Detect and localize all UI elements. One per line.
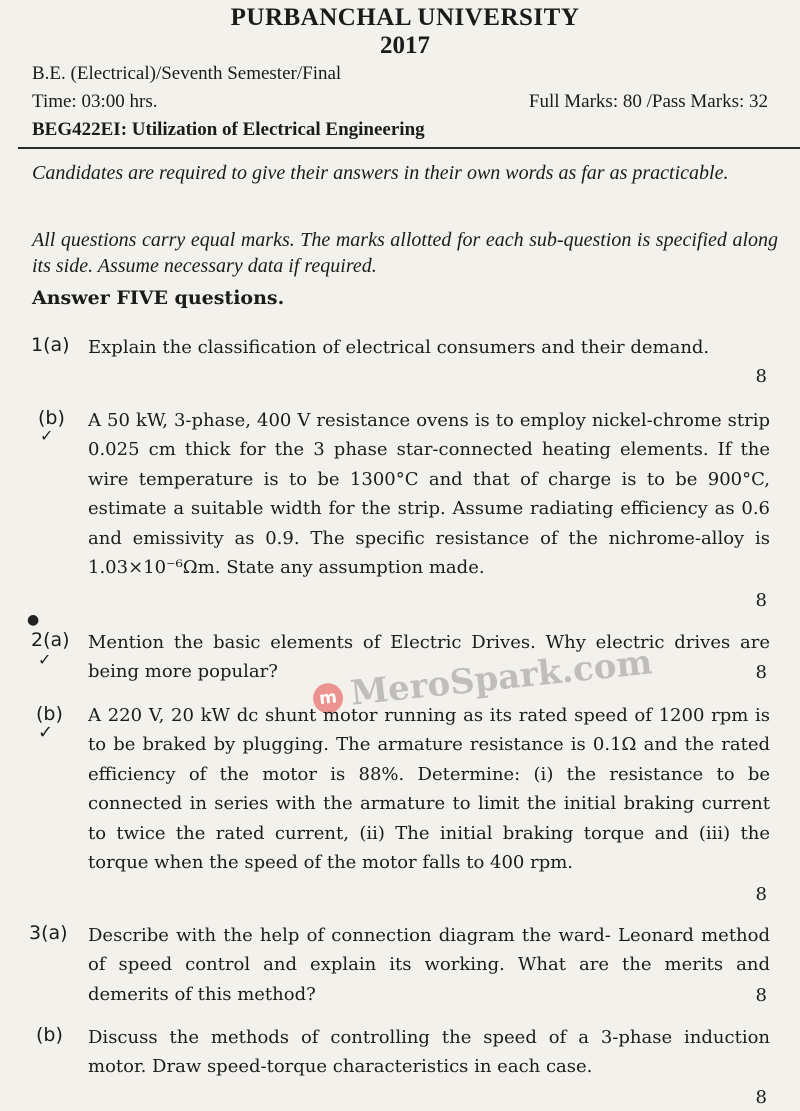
- header-divider: [18, 147, 800, 149]
- merospark-logo-icon: m: [312, 682, 345, 715]
- question-3a-text: Describe with the help of connection diagram the ward- Leonard method of speed control and explain its working. What are the merits and demerits of this method?: [88, 925, 770, 1005]
- check-mark-icon: ✓: [40, 426, 54, 445]
- question-1a-text: Explain the classification of electrical consumers and their demand.: [88, 337, 710, 358]
- question-2b-label: (b): [36, 703, 63, 725]
- question-1b-text: A 50 kW, 3-phase, 400 V resistance ovens is to employ nickel-chrome strip 0.025 cm thick for the 3 phase star-connected heating elements. If the wire temperature is to be 1300°C and that of charge is to be 900°C, estimate a suitable width for the strip. Assume radiating efficiency as 0.6 and emissivity as 0.9. The specific resistance of the nichrome-alloy is 1.03×10⁻⁶Ωm. State any assumption made.: [88, 410, 770, 579]
- question-1b-label: (b): [38, 407, 65, 429]
- time-line: Time: 03:00 hrs.: [32, 91, 158, 112]
- course-title: BEG422EI: Utilization of Electrical Engineering: [32, 119, 425, 140]
- question-3b-marks: 8: [755, 1087, 767, 1108]
- question-2b-text: A 220 V, 20 kW dc shunt motor running as its rated speed of 1200 rpm is to be braked by plugging. The armature resistance is 0.1Ω and the rated efficiency of the motor is 88%. Determine: (i) the resistance to be connected in series with the armature to limit the initial braking current to twice the rated current, (ii) The initial braking torque and (iii) the torque when the speed of the motor falls to 400 rpm.: [88, 705, 770, 874]
- dot-mark-icon: ●: [27, 612, 40, 628]
- check-mark-icon: ✓: [38, 650, 52, 669]
- question-1a-marks: 8: [755, 366, 767, 387]
- question-3a-marks: 8: [755, 985, 767, 1006]
- check-mark-icon: ✓: [38, 722, 54, 743]
- question-2b-marks: 8: [755, 884, 767, 905]
- question-3b-label: (b): [36, 1024, 63, 1046]
- question-1a-label: 1(a): [31, 334, 70, 356]
- instruction-1: Candidates are required to give their answers in their own words as far as practicable.: [32, 162, 729, 184]
- answer-instruction: Answer FIVE questions.: [32, 287, 285, 309]
- question-1b-marks: 8: [755, 590, 767, 611]
- instruction-2: All questions carry equal marks. The marks allotted for each sub-question is specified along its side. Assume necessary data if required.: [32, 229, 778, 277]
- program-line: B.E. (Electrical)/Seventh Semester/Final: [32, 63, 342, 84]
- question-2a-marks: 8: [755, 662, 767, 683]
- watermark-text: MeroSpark.com: [348, 642, 655, 714]
- question-3a-label: 3(a): [29, 922, 68, 944]
- question-3b-text: Discuss the methods of controlling the speed of a 3-phase induction motor. Draw speed-torque characteristics in each case.: [88, 1027, 770, 1078]
- university-name: PURBANCHAL UNIVERSITY: [230, 4, 580, 31]
- exam-year: 2017: [380, 32, 430, 59]
- question-2a-text: Mention the basic elements of Electric Drives. Why electric drives are being more popular?: [88, 632, 770, 683]
- marks-line: Full Marks: 80 /Pass Marks: 32: [528, 91, 768, 112]
- question-2a-label: 2(a): [31, 629, 70, 651]
